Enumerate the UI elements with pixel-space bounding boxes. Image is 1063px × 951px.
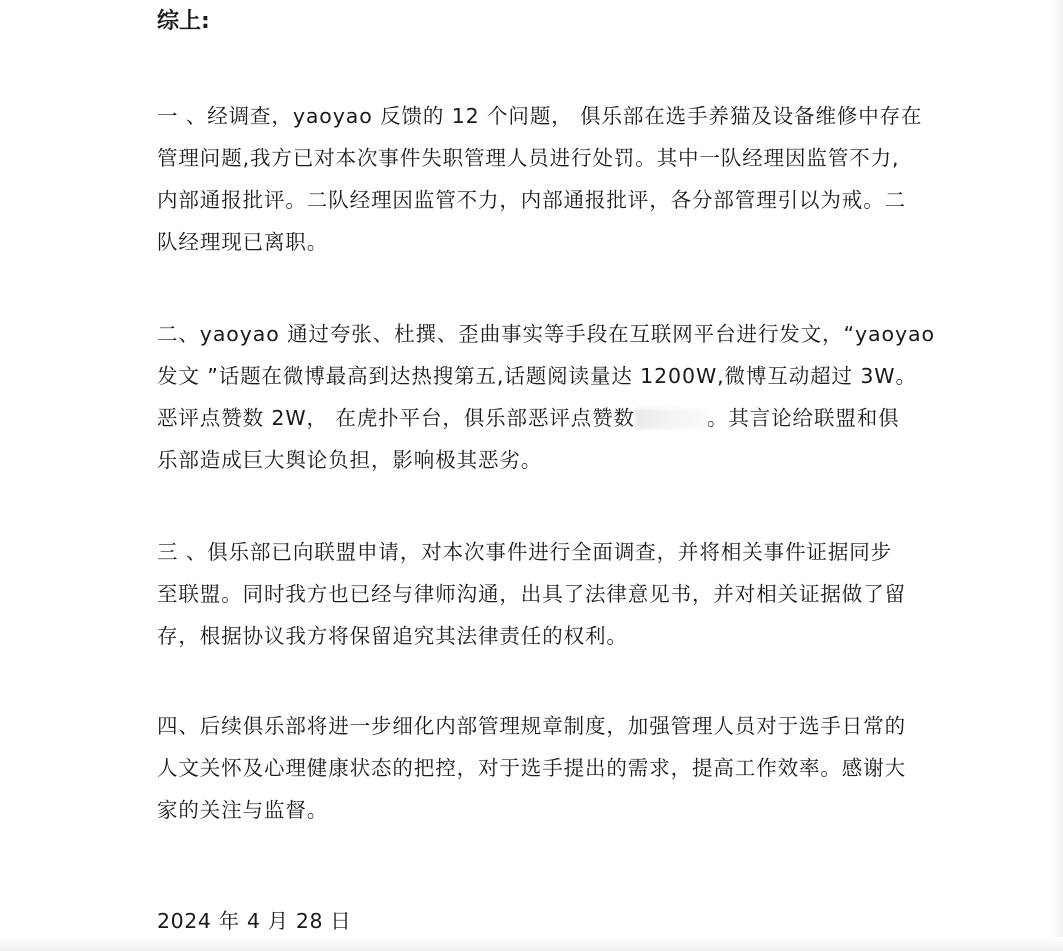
paragraph-2 <box>157 313 937 481</box>
paragraph-line: 管理问题,我方已对本次事件失职管理人员进行处罚。其中一队经理因监管不力, <box>157 146 900 170</box>
paragraph-1 <box>157 95 937 263</box>
paragraph-line: 存，根据协议我方将保留追究其法律责任的权利。 <box>157 624 628 648</box>
paragraph-line: 至联盟。同时我方也已经与律师沟通，出具了法律意见书，并对相关证据做了留 <box>157 582 906 606</box>
paragraph-line: 内部通报批评。二队经理因监管不力，内部通报批评，各分部管理引以为戒。二 <box>157 188 906 212</box>
paragraph-line: 三 、俱乐部已向联盟申请，对本次事件进行全面调查，并将相关事件证据同步 <box>157 540 893 564</box>
paragraph-4 <box>157 705 937 831</box>
paragraph-line: 四、后续俱乐部将进一步细化内部管理规章制度，加强管理人员对于选手日常的 <box>157 714 906 738</box>
paragraph-line: 一 、经调查，yaoyao 反馈的 12 个问题， 俱乐部在选手养猫及设备维修中存在 <box>157 104 923 128</box>
redacted-blur <box>635 409 707 429</box>
paragraph-line: 发文 ”话题在微博最高到达热搜第五,话题阅读量达 1200W,微博互动超过 3W。 <box>157 364 917 388</box>
page-edge-shadow <box>1051 0 1063 951</box>
paragraph-line <box>157 397 937 439</box>
paragraph-line: 二、yaoyao 通过夸张、杜撰、歪曲事实等手段在互联网平台进行发文，“yaoyao <box>157 322 935 346</box>
paragraph-line: 队经理现已离职。 <box>157 230 329 254</box>
paragraph-3 <box>157 531 937 657</box>
document-date: 2024 年 4 月 28 日 <box>157 909 352 933</box>
page-bottom-shadow <box>0 937 1063 951</box>
section-heading: 综上: <box>157 9 210 34</box>
paragraph-line: 人文关怀及心理健康状态的把控，对于选手提出的需求，提高工作效率。感谢大 <box>157 756 906 780</box>
paragraph-line-segment: 恶评点赞数 2W， 在虎扑平台，俱乐部恶评点赞数 <box>157 406 635 430</box>
paragraph-line: 乐部造成巨大舆论负担，影响极其恶劣。 <box>157 448 543 472</box>
paragraph-line: 家的关注与监督。 <box>157 798 329 822</box>
paragraph-line-segment: 。其言论给联盟和俱 <box>706 406 900 430</box>
